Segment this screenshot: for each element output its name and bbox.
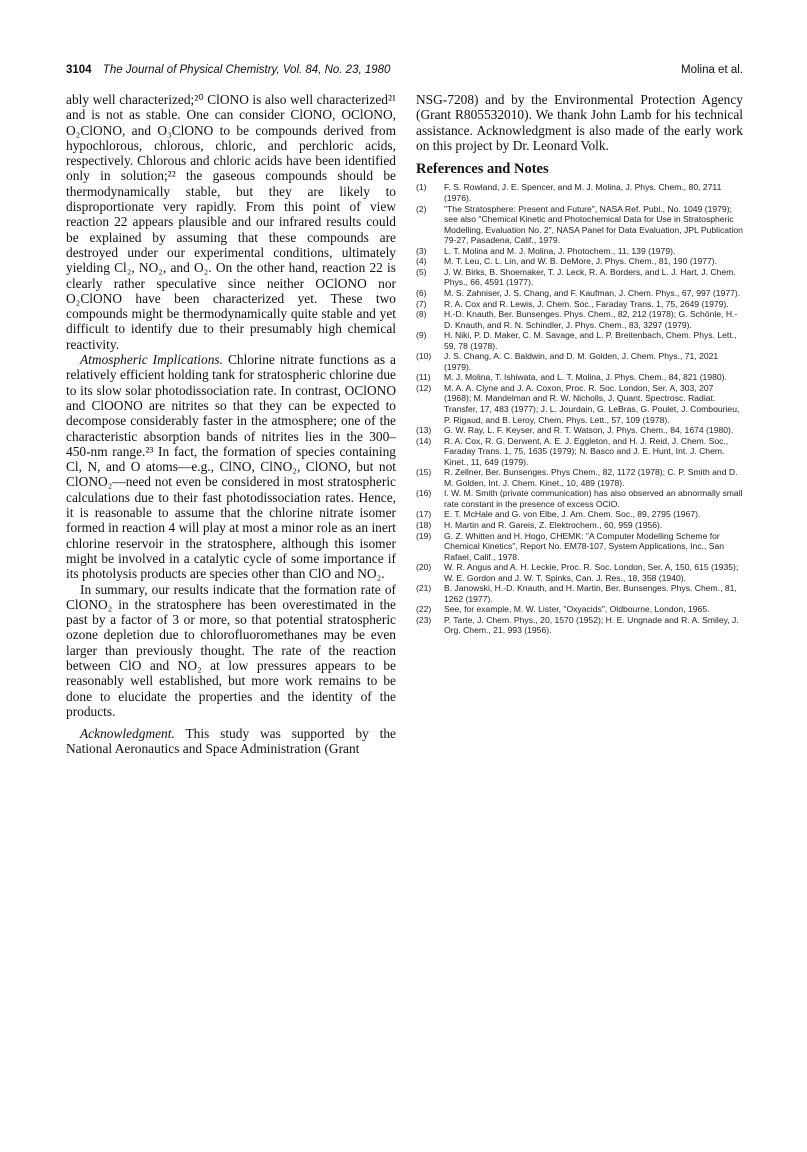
- reference-number: (3): [416, 245, 427, 256]
- journal-citation: The Journal of Physical Chemistry, Vol. 84, No. 23, 1980: [102, 64, 391, 76]
- running-authors: Molina et al.: [680, 64, 743, 76]
- reference-item: [416, 288, 743, 299]
- paragraph-acknowledgment-continued: NSG-7208) and by the Environmental Protection Agency (Grant R805532010). We thank John Lamb for his technical assistance. Acknowledgment is also made of the early work on this project by Dr. Leonard Volk.: [416, 92, 743, 153]
- reference-item: [416, 246, 743, 257]
- reference-number: (20): [416, 562, 432, 573]
- reference-item: [416, 309, 743, 330]
- reference-text: H.-D. Knauth, Ber. Bunsenges. Phys. Chem., 82, 212 (1978); G. Schönle, H.-D. Knauth, and R. N. Schindler, J. Phys. Chem., 83, 3297 (1979).: [444, 309, 738, 330]
- paragraph-acknowledgment: [66, 726, 396, 757]
- reference-item: [416, 467, 743, 488]
- reference-number: (10): [416, 351, 432, 362]
- reference-item: [416, 509, 743, 520]
- reference-item: [416, 615, 743, 636]
- reference-number: (17): [416, 509, 432, 520]
- reference-text: H. Martin and R. Gareis, Z. Elektrochem., 60, 959 (1956).: [444, 519, 663, 530]
- paragraph-isomers: ably well characterized;²⁰ ClONO is also well characterized²¹ and is not as stable. One can consider ClONO, OClONO, O₂ClONO, and O₃ClONO to be compounds derived from hypochlorous, chlorous, chloric, and perchloric acids, respectively. Chlorous and chloric acids have been identified only in solution;²² the gaseous compounds should be thermodynamically stable, but they are likely to disproportionate very rapidly. From this point of view reaction 22 appears plausible and our infrared results could be explained by assuming that these compounds are destroyed under our experimental conditions, ultimately yielding Cl₂, NO₂, and O₂. On the other hand, reaction 22 is clearly rather speculative since neither OClONO nor O₂ClONO have been characterized yet. These two compounds might be thermodynamically quite stable and yet difficult to identify due to their presumably high chemical reactivity.: [66, 92, 396, 352]
- reference-number: (1): [416, 182, 427, 193]
- reference-item: [416, 531, 743, 563]
- left-column: [66, 92, 396, 757]
- reference-number: (16): [416, 488, 432, 499]
- reference-item: [416, 351, 743, 372]
- reference-number: (18): [416, 519, 432, 530]
- references-heading: References and Notes: [416, 161, 549, 178]
- reference-item: [416, 488, 743, 509]
- reference-item: [416, 256, 743, 267]
- paragraph-atmospheric-implications: [66, 352, 396, 581]
- reference-number: (13): [416, 425, 432, 436]
- reference-number: (19): [416, 530, 432, 541]
- reference-text: See, for example, M. W. Lister, "Oxyacids", Oldbourne, London, 1965.: [444, 604, 710, 615]
- reference-text: G. Z. Whitten and H. Hogo, CHEMK: "A Computer Modelling Scheme for Chemical Kinetics", Report No. EM78-107, System Applications, Inc., San Rafael, Calif., 1978.: [444, 530, 725, 562]
- reference-item: [416, 182, 743, 203]
- paragraph-summary: In summary, our results indicate that the formation rate of ClONO₂ in the stratosphere has been overestimated in the past by a factor of 3 or more, so that potential stratospheric ozone depletion due to chlorofluoromethanes may be even larger than previously thought. The rate of the reaction between ClO and NO₂ at low pressures appears to be reasonably well established, but more work remains to be done to elucidate the properties and the identity of the products.: [66, 581, 396, 719]
- reference-number: (21): [416, 583, 432, 594]
- references-list: [416, 182, 743, 636]
- reference-item: [416, 383, 743, 425]
- reference-number: (6): [416, 287, 427, 298]
- reference-number: (2): [416, 203, 427, 214]
- reference-number: (8): [416, 309, 427, 320]
- page-header: [66, 64, 743, 82]
- reference-text: H. Niki, P. D. Maker, C. M. Savage, and L. P. Breitenbach, Chem. Phys. Lett., 59, 78 (1978).: [444, 330, 737, 351]
- reference-number: (7): [416, 298, 427, 309]
- reference-item: [416, 425, 743, 436]
- reference-number: (12): [416, 382, 432, 393]
- reference-text: J. S. Chang, A. C. Baldwin, and D. M. Golden, J. Chem. Phys., 71, 2021 (1979).: [444, 351, 719, 372]
- reference-text: M. S. Zahniser, J. S. Chang, and F. Kaufman, J. Chem. Phys., 67, 997 (1977).: [444, 287, 741, 298]
- reference-text: E. T. McHale and G. von Elbe, J. Am. Chem. Soc., 89, 2795 (1967).: [444, 509, 701, 520]
- section-heading-atmospheric-implications: Atmospheric Implications.: [80, 352, 223, 368]
- reference-text: B. Janowski, H.-D. Knauth, and H. Martin, Ber. Bunsenges. Phys. Chem., 81, 1262 (1977).: [444, 583, 737, 604]
- reference-item: [416, 583, 743, 604]
- reference-text: R. A. Cox and R. Lewis, J. Chem. Soc., Faraday Trans. 1, 75, 2649 (1979).: [444, 298, 729, 309]
- reference-item: [416, 436, 743, 468]
- reference-number: (14): [416, 435, 432, 446]
- reference-number: (22): [416, 604, 432, 615]
- reference-text: M. A. A. Clyne and J. A. Coxon, Proc. R. Soc. London, Ser. A, 303, 207 (1968); M. Mandelman and R. W. Nicholls, J. Quant. Spectrosc. Radiat. Transfer, 17, 483 (1977); J. L. Jourdain, G. LeBras, G. Poulet, J. Combourieu, P. Rigaud, and B. Leroy, Chem. Phys. Lett., 57, 109 (1978).: [444, 382, 740, 425]
- reference-item: [416, 299, 743, 310]
- reference-text: M. T. Leu, C. L. Lin, and W. B. DeMore, J. Phys. Chem., 81, 190 (1977).: [444, 256, 718, 267]
- reference-text: G. W. Ray, L. F. Keyser, and R. T. Watson, J. Phys. Chem., 84, 1674 (1980).: [444, 425, 734, 436]
- section-heading-acknowledgment: Acknowledgment.: [80, 726, 175, 742]
- reference-text: R. Zellner, Ber. Bunsenges. Phys Chem., 82, 1172 (1978); C. P. Smith and D. M. Golden, Int. J. Chem. Kinet., 10, 489 (1978).: [444, 467, 738, 488]
- reference-number: (15): [416, 467, 432, 478]
- reference-text: W. R. Angus and A. H. Leckie, Proc. R. Soc. London, Ser. A, 150, 615 (1935); W. E. Gordon and J. W. T. Spinks, Can. J. Res., 18, 358 (1940).: [444, 562, 739, 583]
- reference-item: [416, 330, 743, 351]
- reference-text: "The Stratosphere: Present and Future", NASA Ref. Publ., No. 1049 (1979); see also "Chemical Kinetic and Photochemical Data for Use in Stratospheric Modelling, Evaluation No. 2", NASA Panel for Data Evaluation, JPL Publication 79-27, Pasadena, Calif., 1979.: [444, 203, 743, 246]
- reference-text: P. Tarte, J. Chem. Phys., 20, 1570 (1952); H. E. Ungnade and R. A. Smiley, J. Org. Chem., 21, 993 (1956).: [444, 614, 739, 636]
- reference-text: I. W. M. Smith (private communication) has also observed an abnormally small rate constant in the presence of excess OClO.: [444, 488, 743, 509]
- paragraph-body: Chlorine nitrate functions as a relatively efficient holding tank for stratospheric chlorine due to its slow solar photodissociation rate. In contrast, OClONO and ClOONO are nitrites so that they can be expected to decompose considerably faster in the atmosphere; one of the characteristic absorption bands of nitrites lies in the 300–450-nm range.²³ In fact, the formation of species containing Cl, N, and O atoms—e.g., ClNO, ClNO₂, ClONO, but not ClONO₂—need not even be considered in most stratospheric calculations due to their fast photodissociation rates. Hence, it is reasonable to assume that the chlorine nitrate isomer formed in reaction 4 will play at most a minor role as an inert chlorine reservoir in the stratosphere, although this isomer might be involved in a catalytic cycle of some importance if its photolysis products are species other than ClO and NO₂.: [66, 352, 396, 582]
- paragraph-body: This study was supported by the National Aeronautics and Space Administration (Grant: [66, 726, 396, 757]
- reference-item: [416, 604, 743, 615]
- reference-number: (5): [416, 266, 427, 277]
- page-number: 3104: [66, 64, 92, 76]
- reference-number: (11): [416, 372, 431, 383]
- reference-text: L. T. Molina and M. J. Molina, J. Photochem., 11, 139 (1979).: [444, 245, 676, 256]
- reference-number: (23): [416, 614, 432, 625]
- reference-item: [416, 267, 743, 288]
- right-column: [416, 92, 743, 636]
- reference-text: M. J. Molina, T. Ishiwata, and L. T. Molina, J. Phys. Chem., 84, 821 (1980).: [444, 372, 727, 383]
- reference-text: F. S. Rowland, J. E. Spencer, and M. J. Molina, J. Phys. Chem., 80, 2711 (1976).: [444, 182, 722, 204]
- reference-item: [416, 372, 743, 383]
- reference-number: (9): [416, 330, 427, 341]
- reference-item: [416, 520, 743, 531]
- reference-item: [416, 204, 743, 246]
- reference-number: (4): [416, 256, 427, 267]
- reference-text: R. A. Cox, R. G. Derwent, A. E. J. Eggleton, and H. J. Reid, J. Chem. Soc., Faraday Trans. 1, 75, 1635 (1979); N. Basco and J. E. Hunt, Int. J. Chem. Kinet., 11, 649 (1979).: [444, 435, 729, 467]
- reference-text: J. W. Birks, B. Shoemaker, T. J. Leck, R. A. Borders, and L. J. Hart, J. Chem. Phys., 66, 4591 (1977).: [444, 266, 736, 288]
- reference-item: [416, 562, 743, 583]
